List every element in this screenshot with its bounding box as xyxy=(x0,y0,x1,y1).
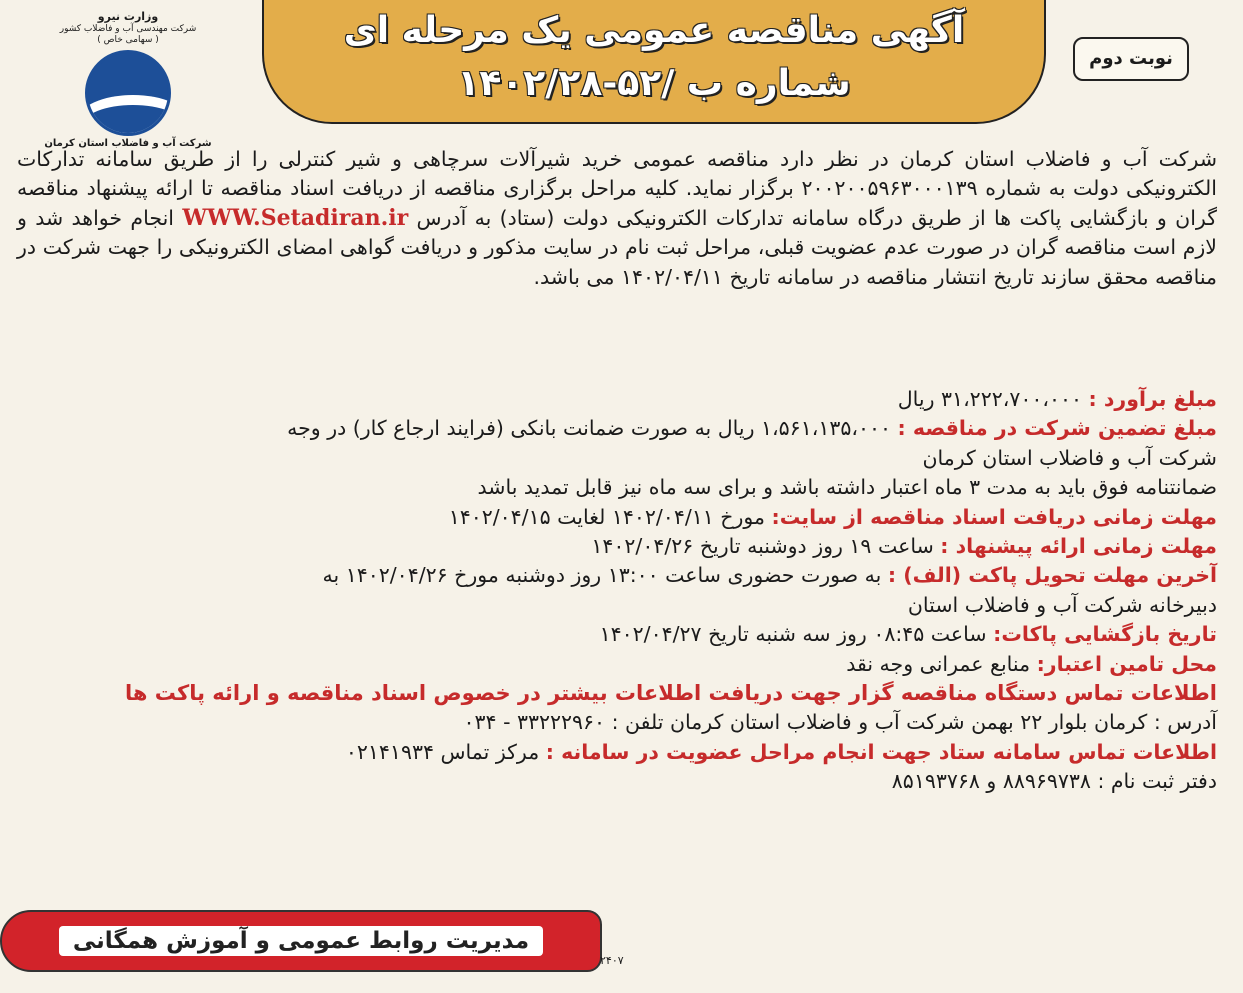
holding-name: شرکت مهندسی آب و فاضلاب کشور xyxy=(59,24,197,34)
company-logo xyxy=(28,10,228,160)
notice-title: آگهی مناقصه عمومی یک مرحله ای xyxy=(343,10,965,51)
docs-deadline-label: مهلت زمانی دریافت اسناد مناقصه از سایت: xyxy=(771,504,1217,529)
docs-deadline-value: مورخ ۱۴۰۲/۰۴/۱۱ لغایت ۱۴۰۲/۰۴/۱۵ xyxy=(448,504,765,529)
guarantee-value: ۱،۵۶۱،۱۳۵،۰۰۰ ریال به صورت ضمانت بانکی (فرایند ارجاع کار) در وجه xyxy=(287,416,892,441)
opening-date-row xyxy=(17,620,1217,649)
setad-contact-value: مرکز تماس ۰۲۱۴۱۹۳۴ xyxy=(345,739,540,764)
setad-website-link[interactable]: WWW.Setadiran.ir xyxy=(182,204,409,231)
intro-paragraph xyxy=(17,145,1217,292)
setad-contact-row xyxy=(17,738,1217,767)
tender-contact-heading: اطلاعات تماس دستگاه مناقصه گزار جهت دریافت اطلاعات بیشتر در خصوص اسناد مناقصه و ارائه پاکت ها xyxy=(125,681,1217,706)
publication-round-badge: نوبت دوم xyxy=(1073,37,1189,81)
guarantee-row xyxy=(17,414,1217,443)
estimate-label: مبلغ برآورد : xyxy=(1088,387,1217,411)
funding-value: منابع عمرانی وجه نقد xyxy=(846,651,1031,676)
tender-details xyxy=(17,385,1217,797)
registry-office-row: دفتر ثبت نام : ۸۸۹۶۹۷۳۸ و ۸۵۱۹۳۷۶۸ xyxy=(891,769,1217,794)
funding-label: محل تامین اعتبار: xyxy=(1036,651,1217,676)
tender-address: آدرس : کرمان بلوار ۲۲ بهمن شرکت آب و فاضلاب استان کرمان تلفن : ۳۳۲۲۲۹۶۰ - ۰۳۴ xyxy=(463,710,1217,735)
pr-department-banner xyxy=(0,910,602,972)
bid-deadline-value: ساعت ۱۹ روز دوشنبه تاریخ ۱۴۰۲/۰۴/۲۶ xyxy=(591,534,934,559)
packet-deadline-row xyxy=(17,561,1217,590)
opening-date-label: تاریخ بازگشایی پاکات: xyxy=(993,622,1217,647)
bid-deadline-label: مهلت زمانی ارائه پیشنهاد : xyxy=(940,534,1217,559)
packet-deadline-continuation: دبیرخانه شرکت آب و فاضلاب استان xyxy=(907,592,1217,617)
water-drop-logo-icon xyxy=(85,50,171,136)
estimate-value: ۳۱،۲۲۲،۷۰۰،۰۰۰ ریال xyxy=(897,387,1083,411)
funding-row xyxy=(17,650,1217,679)
guarantee-note: ضمانتنامه فوق باید به مدت ۳ ماه اعتبار داشته باشد و برای سه ماه نیز قابل تمدید باشد xyxy=(477,475,1217,500)
guarantee-label: مبلغ تضمین شرکت در مناقصه : xyxy=(897,416,1217,441)
ad-code: ۲۴۰۷ xyxy=(600,954,624,967)
packet-deadline-label: آخرین مهلت تحویل پاکت (الف) : xyxy=(887,563,1217,588)
ministry-name: وزارت نیرو xyxy=(97,10,159,23)
pr-department-label: مدیریت روابط عمومی و آموزش همگانی xyxy=(59,926,543,956)
holding-subtitle: ( سهامی خاص ) xyxy=(97,35,159,45)
setad-contact-heading: اطلاعات تماس سامانه ستاد جهت انجام مراحل عضویت در سامانه : xyxy=(545,739,1217,764)
intro-text-part1: شرکت آب و فاضلاب استان کرمان در نظر دارد مناقصه عمومی خرید شیرآلات سرچاهی و شیر کنترلی را از طریق سامانه تدارکات الکترونیکی دولت به شماره ۲۰۰۲۰۰۵۹۶۳۰۰۰۱۳۹ برگزار نماید. کلیه مراحل برگزاری مناقصه از دریافت اسناد مناقصه تا ارائه پیشنهاد مناقصه گران و بازگشایی پاکت ها از طریق درگاه سامانه تدارکات الکترونیکی دولت (ستاد) به آدرس xyxy=(17,147,1217,230)
guarantee-continuation: شرکت آب و فاضلاب استان کرمان xyxy=(922,445,1217,470)
header-banner xyxy=(262,0,1046,124)
docs-deadline-row xyxy=(17,503,1217,532)
notice-number: شماره ب /۵۲-۱۴۰۲/۲۸ xyxy=(457,63,851,104)
company-name: شرکت آب و فاضلاب استان کرمان xyxy=(44,138,212,149)
intro-text-part2: انجام خواهد شد و لازم است مناقصه گران در صورت عدم عضویت قبلی، مراحل ثبت نام در سایت مذکور و دریافت گواهی امضای الکترونیکی را جهت شرکت در مناقصه محقق سازند تاریخ انتشار مناقصه در سامانه تاریخ ۱۴۰۲/۰۴/۱۱ می باشد. xyxy=(17,205,1217,289)
bid-deadline-row xyxy=(17,532,1217,561)
opening-date-value: ساعت ۰۸:۴۵ روز سه شنبه تاریخ ۱۴۰۲/۰۴/۲۷ xyxy=(599,622,987,647)
estimate-row xyxy=(17,385,1217,414)
packet-deadline-value: به صورت حضوری ساعت ۱۳:۰۰ روز دوشنبه مورخ ۱۴۰۲/۰۴/۲۶ به xyxy=(322,563,882,588)
